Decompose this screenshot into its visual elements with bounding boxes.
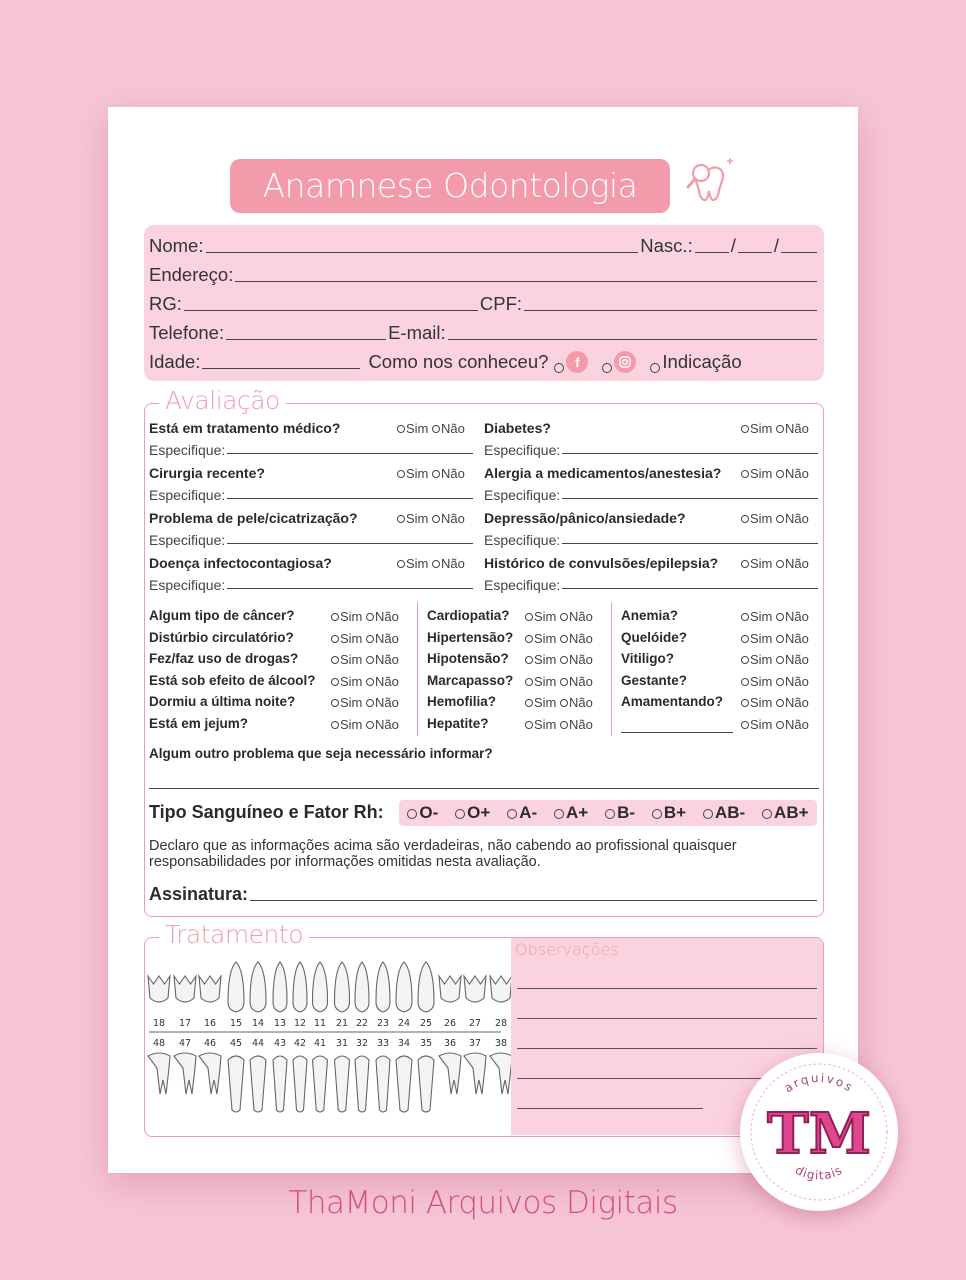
upper-tooth[interactable] bbox=[490, 976, 512, 1002]
lower-tooth[interactable] bbox=[174, 1053, 196, 1094]
badge-bottom-text: digitais bbox=[793, 1162, 845, 1183]
question-label: Fez/faz uso de drogas? bbox=[149, 651, 299, 666]
telefone-field[interactable] bbox=[226, 339, 386, 340]
sim-nao-options[interactable]: Sim Não bbox=[525, 674, 593, 689]
badge-logo bbox=[740, 1053, 898, 1211]
observacoes-label: Observações bbox=[515, 940, 619, 959]
sim-nao-options[interactable]: Sim Não bbox=[331, 674, 399, 689]
outro-question: Algum outro problema que seja necessário informar? bbox=[149, 746, 493, 761]
lower-tooth-number: 43 bbox=[273, 1038, 287, 1049]
blood-option[interactable]: B+ bbox=[652, 803, 686, 823]
lower-tooth[interactable] bbox=[148, 1053, 170, 1094]
obs-line bbox=[517, 1018, 817, 1019]
lower-tooth[interactable] bbox=[313, 1056, 328, 1112]
question-label: Está em tratamento médico? bbox=[149, 420, 341, 436]
obs-line bbox=[517, 1048, 817, 1049]
sim-nao-options[interactable]: Sim Não bbox=[741, 652, 809, 667]
upper-tooth[interactable] bbox=[174, 976, 196, 1002]
upper-tooth-number: 27 bbox=[468, 1018, 482, 1029]
especifique-row: Especifique: bbox=[149, 487, 475, 503]
obs-line bbox=[517, 1108, 703, 1109]
assinatura-label: Assinatura: bbox=[149, 884, 249, 904]
question-label: Está sob efeito de álcool? bbox=[149, 672, 316, 688]
question-label: Cardiopatia? bbox=[427, 608, 510, 623]
nasc-label: Nasc.: bbox=[640, 235, 693, 256]
upper-tooth[interactable] bbox=[464, 976, 486, 1002]
upper-tooth[interactable] bbox=[396, 962, 412, 1012]
upper-tooth[interactable] bbox=[250, 962, 266, 1012]
lower-tooth[interactable] bbox=[418, 1056, 434, 1112]
cpf-label: CPF: bbox=[479, 293, 523, 314]
question-label: Problema de pele/cicatrização? bbox=[149, 510, 358, 526]
question-label: Hipotensão? bbox=[427, 651, 509, 666]
question-label: Distúrbio circulatório? bbox=[149, 629, 294, 645]
upper-tooth-number: 12 bbox=[293, 1018, 307, 1029]
sim-nao-options[interactable]: Sim Não bbox=[331, 695, 399, 710]
nome-label: Nome: bbox=[149, 235, 204, 256]
endereco-label: Endereço: bbox=[149, 264, 234, 285]
nasc-month-field[interactable] bbox=[738, 252, 772, 253]
lower-tooth-number: 41 bbox=[313, 1038, 327, 1049]
lower-tooth-number: 48 bbox=[152, 1038, 166, 1049]
indicacao-radio[interactable] bbox=[650, 363, 660, 373]
lower-tooth-number: 31 bbox=[335, 1038, 349, 1049]
upper-tooth-number: 16 bbox=[203, 1018, 217, 1029]
especifique-row: Especifique: bbox=[149, 532, 475, 548]
idade-label: Idade: bbox=[149, 351, 201, 372]
form-title: Anamnese Odontologia bbox=[230, 159, 670, 213]
lower-tooth-number: 32 bbox=[355, 1038, 369, 1049]
lower-tooth-number: 34 bbox=[397, 1038, 411, 1049]
cpf-field[interactable] bbox=[524, 310, 817, 311]
email-label: E-mail: bbox=[388, 322, 446, 343]
sim-nao-options[interactable]: Sim Não bbox=[397, 511, 465, 526]
question-label: Anemia? bbox=[621, 608, 679, 623]
upper-tooth-number: 18 bbox=[152, 1018, 166, 1029]
sim-nao-options[interactable]: Sim Não bbox=[397, 466, 465, 481]
especifique-row: Especifique: bbox=[149, 577, 475, 593]
question-label: Diabetes? bbox=[484, 420, 551, 436]
badge-logo-text: TM bbox=[767, 1101, 871, 1167]
idade-field[interactable] bbox=[202, 368, 360, 369]
sim-nao-options[interactable]: Sim Não bbox=[525, 695, 593, 710]
question-label: Algum tipo de câncer? bbox=[149, 608, 295, 623]
upper-tooth-number: 17 bbox=[178, 1018, 192, 1029]
sim-nao-options[interactable]: Sim Não bbox=[331, 717, 399, 732]
lower-tooth-number: 47 bbox=[178, 1038, 192, 1049]
upper-tooth-number: 26 bbox=[443, 1018, 457, 1029]
patient-info-box bbox=[144, 225, 824, 381]
sim-nao-options[interactable]: Sim Não bbox=[741, 695, 809, 710]
question-label: Gestante? bbox=[621, 672, 688, 688]
blood-type-options bbox=[399, 800, 817, 826]
declaration-text: Declaro que as informações acima são verdadeiras, não cabendo ao profissional quaisquer responsabilidades por informações omitidas nesta avaliação. bbox=[149, 838, 737, 870]
lower-tooth[interactable] bbox=[490, 1053, 512, 1094]
lower-tooth-number: 46 bbox=[203, 1038, 217, 1049]
especifique-field[interactable] bbox=[562, 543, 818, 544]
blood-option[interactable]: O+ bbox=[455, 803, 490, 823]
instagram-icon bbox=[614, 351, 636, 373]
nasc-year-field[interactable] bbox=[781, 252, 817, 253]
nome-field[interactable] bbox=[206, 252, 639, 253]
especifique-row: Especifique: bbox=[484, 577, 820, 593]
telefone-label: Telefone: bbox=[149, 322, 225, 343]
especifique-field[interactable] bbox=[562, 498, 818, 499]
question-label: Vitiligo? bbox=[621, 651, 674, 666]
lower-tooth-number: 37 bbox=[468, 1038, 482, 1049]
outro-field[interactable] bbox=[149, 788, 819, 789]
facebook-radio[interactable] bbox=[554, 363, 564, 373]
upper-tooth[interactable] bbox=[273, 962, 287, 1012]
footer-brand: ThaMoni Arquivos Digitais bbox=[288, 1185, 678, 1221]
sangue-label: Tipo Sanguíneo e Fator Rh: bbox=[149, 802, 384, 822]
sim-nao-options[interactable]: Sim Não bbox=[331, 631, 399, 646]
sim-nao-options[interactable]: Sim Não bbox=[331, 652, 399, 667]
nasc-slash-1: / bbox=[730, 235, 736, 256]
question-label: Hemofilia? bbox=[427, 694, 497, 709]
especifique-field[interactable] bbox=[562, 453, 818, 454]
endereco-field[interactable] bbox=[235, 281, 817, 282]
sim-nao-options[interactable]: Sim Não bbox=[741, 556, 809, 571]
upper-tooth[interactable] bbox=[199, 976, 221, 1002]
question-label: Está em jejum? bbox=[149, 715, 249, 731]
avaliacao-section bbox=[144, 386, 824, 917]
upper-tooth-number: 15 bbox=[229, 1018, 243, 1029]
blood-option[interactable]: B- bbox=[605, 803, 635, 823]
lower-tooth[interactable] bbox=[396, 1056, 412, 1112]
upper-tooth[interactable] bbox=[313, 962, 328, 1012]
lower-tooth-number: 33 bbox=[376, 1038, 390, 1049]
blood-option[interactable]: AB- bbox=[703, 803, 745, 823]
upper-tooth-number: 21 bbox=[335, 1018, 349, 1029]
especifique-field[interactable] bbox=[227, 498, 473, 499]
question-label: Dormiu a última noite? bbox=[149, 694, 296, 709]
sim-nao-options[interactable]: Sim Não bbox=[397, 421, 465, 436]
blood-option[interactable]: O- bbox=[407, 803, 438, 823]
sim-nao-options[interactable]: Sim Não bbox=[525, 717, 593, 732]
sim-nao-options[interactable]: Sim Não bbox=[741, 511, 809, 526]
sim-nao-options[interactable]: Sim Não bbox=[741, 717, 809, 732]
rg-label: RG: bbox=[149, 293, 182, 314]
lower-tooth[interactable] bbox=[376, 1056, 390, 1112]
lower-tooth-number: 35 bbox=[419, 1038, 433, 1049]
lower-tooth[interactable] bbox=[293, 1056, 307, 1112]
assinatura-field[interactable] bbox=[250, 900, 817, 901]
especifique-field[interactable] bbox=[562, 588, 818, 589]
sim-nao-options[interactable]: Sim Não bbox=[741, 631, 809, 646]
sim-nao-options[interactable]: Sim Não bbox=[331, 609, 399, 624]
blood-option[interactable]: A+ bbox=[554, 803, 588, 823]
especifique-field[interactable] bbox=[227, 588, 473, 589]
rg-field[interactable] bbox=[184, 310, 478, 311]
question-label: Doença infectocontagiosa? bbox=[149, 555, 332, 571]
column-divider bbox=[417, 602, 418, 736]
sim-nao-options[interactable]: Sim Não bbox=[741, 674, 809, 689]
brand-badge bbox=[740, 1053, 898, 1211]
tratamento-section bbox=[144, 920, 824, 1137]
nasc-slash-2: / bbox=[773, 235, 779, 256]
obs-line bbox=[517, 988, 817, 989]
blood-option[interactable]: A- bbox=[507, 803, 537, 823]
other-condition-field[interactable] bbox=[621, 732, 733, 733]
indicacao-label: Indicação bbox=[662, 351, 742, 372]
lower-tooth[interactable] bbox=[250, 1056, 266, 1112]
lower-tooth-number: 44 bbox=[251, 1038, 265, 1049]
facebook-icon: f bbox=[566, 351, 588, 373]
upper-tooth[interactable] bbox=[376, 962, 390, 1012]
upper-tooth-number: 23 bbox=[376, 1018, 390, 1029]
upper-tooth-number: 25 bbox=[419, 1018, 433, 1029]
lower-tooth[interactable] bbox=[439, 1053, 461, 1094]
avaliacao-legend: Avaliação bbox=[159, 386, 286, 415]
badge-top-text: arquivos bbox=[781, 1070, 857, 1096]
sim-nao-options[interactable]: Sim Não bbox=[397, 556, 465, 571]
especifique-row: Especifique: bbox=[149, 442, 475, 458]
upper-tooth-number: 14 bbox=[251, 1018, 265, 1029]
lower-tooth[interactable] bbox=[199, 1053, 221, 1094]
question-label: Cirurgia recente? bbox=[149, 465, 265, 481]
tratamento-legend: Tratamento bbox=[159, 920, 309, 949]
sim-nao-options[interactable]: Sim Não bbox=[525, 652, 593, 667]
especifique-row: Especifique: bbox=[484, 487, 820, 503]
form-page bbox=[108, 107, 858, 1173]
especifique-field[interactable] bbox=[227, 453, 473, 454]
especifique-row: Especifique: bbox=[484, 532, 820, 548]
upper-tooth-number: 22 bbox=[355, 1018, 369, 1029]
question-label: Hipertensão? bbox=[427, 629, 514, 645]
sim-nao-options[interactable]: Sim Não bbox=[741, 421, 809, 436]
question-label: Quelóide? bbox=[621, 629, 688, 645]
lower-tooth[interactable] bbox=[355, 1056, 369, 1112]
lower-tooth[interactable] bbox=[273, 1056, 287, 1112]
upper-tooth-number: 11 bbox=[313, 1018, 327, 1029]
lower-tooth-number: 42 bbox=[293, 1038, 307, 1049]
blood-option[interactable]: AB+ bbox=[762, 803, 808, 823]
lower-tooth[interactable] bbox=[464, 1053, 486, 1094]
upper-tooth[interactable] bbox=[355, 962, 369, 1012]
question-label: Hepatite? bbox=[427, 715, 489, 731]
especifique-field[interactable] bbox=[227, 543, 473, 544]
lower-tooth-number: 38 bbox=[494, 1038, 508, 1049]
upper-tooth-number: 28 bbox=[494, 1018, 508, 1029]
lower-tooth[interactable] bbox=[228, 1056, 244, 1112]
sim-nao-options[interactable]: Sim Não bbox=[741, 466, 809, 481]
upper-tooth[interactable] bbox=[418, 962, 434, 1012]
lower-tooth-number: 45 bbox=[229, 1038, 243, 1049]
svg-text:arquivos bbox=[782, 1071, 857, 1095]
lower-tooth[interactable] bbox=[335, 1056, 350, 1112]
sim-nao-options[interactable]: Sim Não bbox=[525, 609, 593, 624]
especifique-row: Especifique: bbox=[484, 442, 820, 458]
sim-nao-options[interactable]: Sim Não bbox=[525, 631, 593, 646]
lower-tooth-number: 36 bbox=[443, 1038, 457, 1049]
column-divider bbox=[611, 602, 612, 736]
upper-tooth-number: 24 bbox=[397, 1018, 411, 1029]
sim-nao-options[interactable]: Sim Não bbox=[741, 609, 809, 624]
upper-tooth-number: 13 bbox=[273, 1018, 287, 1029]
upper-tooth[interactable] bbox=[293, 962, 307, 1012]
question-label: Marcapasso? bbox=[427, 672, 514, 688]
upper-tooth[interactable] bbox=[228, 962, 244, 1012]
upper-tooth[interactable] bbox=[335, 962, 350, 1012]
tooth-magnifier-icon bbox=[686, 155, 738, 211]
como-label: Como nos conheceu? bbox=[368, 351, 549, 372]
question-label: Histórico de convulsões/epilepsia? bbox=[484, 555, 719, 571]
question-label: Depressão/pânico/ansiedade? bbox=[484, 510, 686, 526]
email-field[interactable] bbox=[448, 339, 817, 340]
upper-tooth[interactable] bbox=[439, 976, 461, 1002]
dental-chart bbox=[149, 960, 508, 1130]
instagram-radio[interactable] bbox=[602, 363, 612, 373]
upper-tooth[interactable] bbox=[148, 976, 170, 1002]
nasc-day-field[interactable] bbox=[695, 252, 729, 253]
question-label: Alergia a medicamentos/anestesia? bbox=[484, 465, 722, 481]
question-label: Amamentando? bbox=[621, 694, 724, 709]
